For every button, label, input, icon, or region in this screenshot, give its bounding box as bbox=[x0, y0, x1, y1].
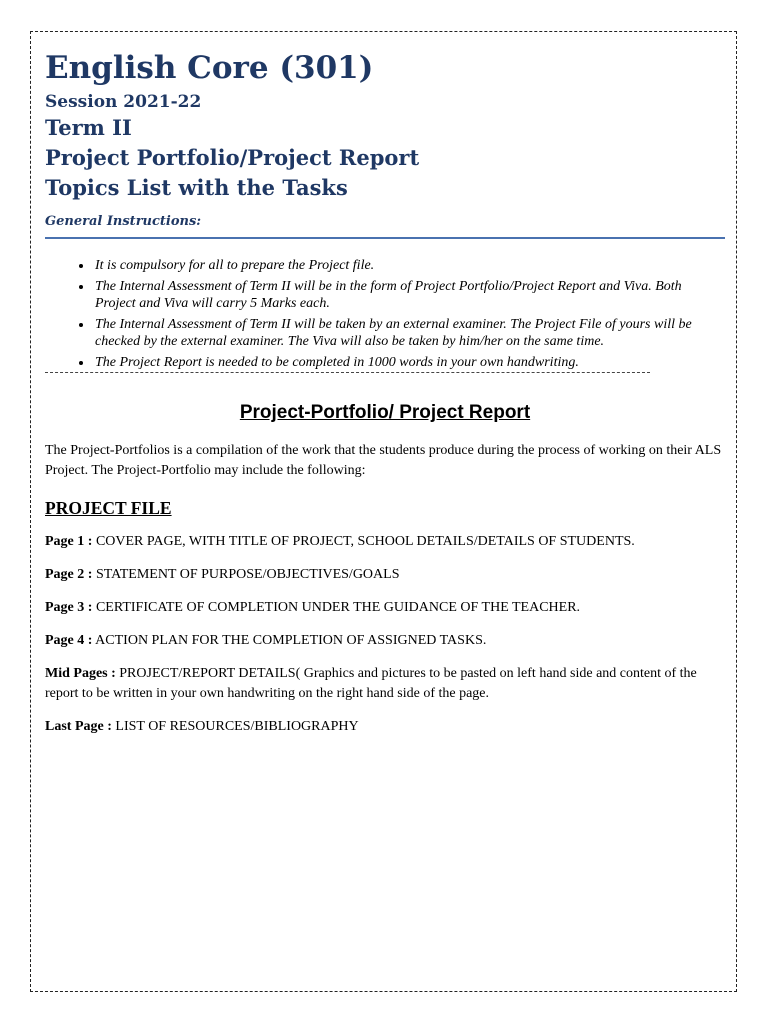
page-item-label: Page 2 : bbox=[45, 567, 93, 582]
page-item-text: PROJECT/REPORT DETAILS( Graphics and pictures to be pasted on left hand side and content of the report to be written in your own handwriting on the right hand side of the page. bbox=[45, 666, 697, 701]
instructions-list bbox=[45, 257, 725, 371]
subtitle-project-portfolio: Project Portfolio/Project Report bbox=[45, 145, 420, 170]
section-intro: The Project-Portfolios is a compilation of the work that the students produce during the process of working on their ALS Project. The Project-Portfolio may include the following: bbox=[45, 443, 722, 478]
document-content bbox=[45, 47, 725, 737]
page-item-label: Page 4 : bbox=[45, 633, 93, 648]
document-title: English Core (301) bbox=[45, 50, 374, 86]
page-item-label: Last Page : bbox=[45, 719, 112, 734]
page-item-last bbox=[45, 717, 725, 737]
general-instructions-label: General Instructions: bbox=[45, 214, 202, 229]
subtitle-topics-list: Topics List with the Tasks bbox=[45, 175, 348, 200]
page-item-label: Mid Pages : bbox=[45, 666, 116, 681]
page-item-4 bbox=[45, 631, 725, 651]
instruction-item: • The Internal Assessment of Term II will be in the form of Project Portfolio/Project Report and Viva. Both Project and Viva will carry 5 Marks each. bbox=[93, 278, 725, 312]
page-item-text: STATEMENT OF PURPOSE/OBJECTIVES/GOALS bbox=[95, 567, 400, 582]
project-file-heading: PROJECT FILE bbox=[45, 498, 172, 518]
page-item-1 bbox=[45, 532, 725, 552]
instruction-item: • The Internal Assessment of Term II will be taken by an external examiner. The Project File of yours will be checked by the external examiner. The Viva will also be taken by him/her on the same time. bbox=[93, 316, 725, 350]
instruction-item: • It is compulsory for all to prepare the Project file. bbox=[93, 257, 725, 274]
section-heading: Project-Portfolio/ Project Report bbox=[239, 402, 531, 423]
page-item-text: LIST OF RESOURCES/BIBLIOGRAPHY bbox=[115, 719, 359, 734]
divider-dashed bbox=[45, 372, 650, 373]
page-item-2 bbox=[45, 565, 725, 585]
page-item-text: ACTION PLAN FOR THE COMPLETION OF ASSIGNED TASKS. bbox=[95, 633, 487, 648]
instruction-item: • The Project Report is needed to be completed in 1000 words in your own handwriting. bbox=[93, 354, 725, 371]
term-label: Term II bbox=[45, 115, 132, 140]
page-item-text: COVER PAGE, WITH TITLE OF PROJECT, SCHOOL DETAILS/DETAILS OF STUDENTS. bbox=[95, 534, 635, 549]
page-item-text: CERTIFICATE OF COMPLETION UNDER THE GUIDANCE OF THE TEACHER. bbox=[95, 600, 581, 615]
page-item-3 bbox=[45, 598, 725, 618]
page-item-label: Page 3 : bbox=[45, 600, 93, 615]
session-label: Session 2021-22 bbox=[45, 92, 202, 112]
page-item-label: Page 1 : bbox=[45, 534, 93, 549]
page-item-mid bbox=[45, 664, 725, 704]
divider-blue bbox=[45, 237, 725, 239]
